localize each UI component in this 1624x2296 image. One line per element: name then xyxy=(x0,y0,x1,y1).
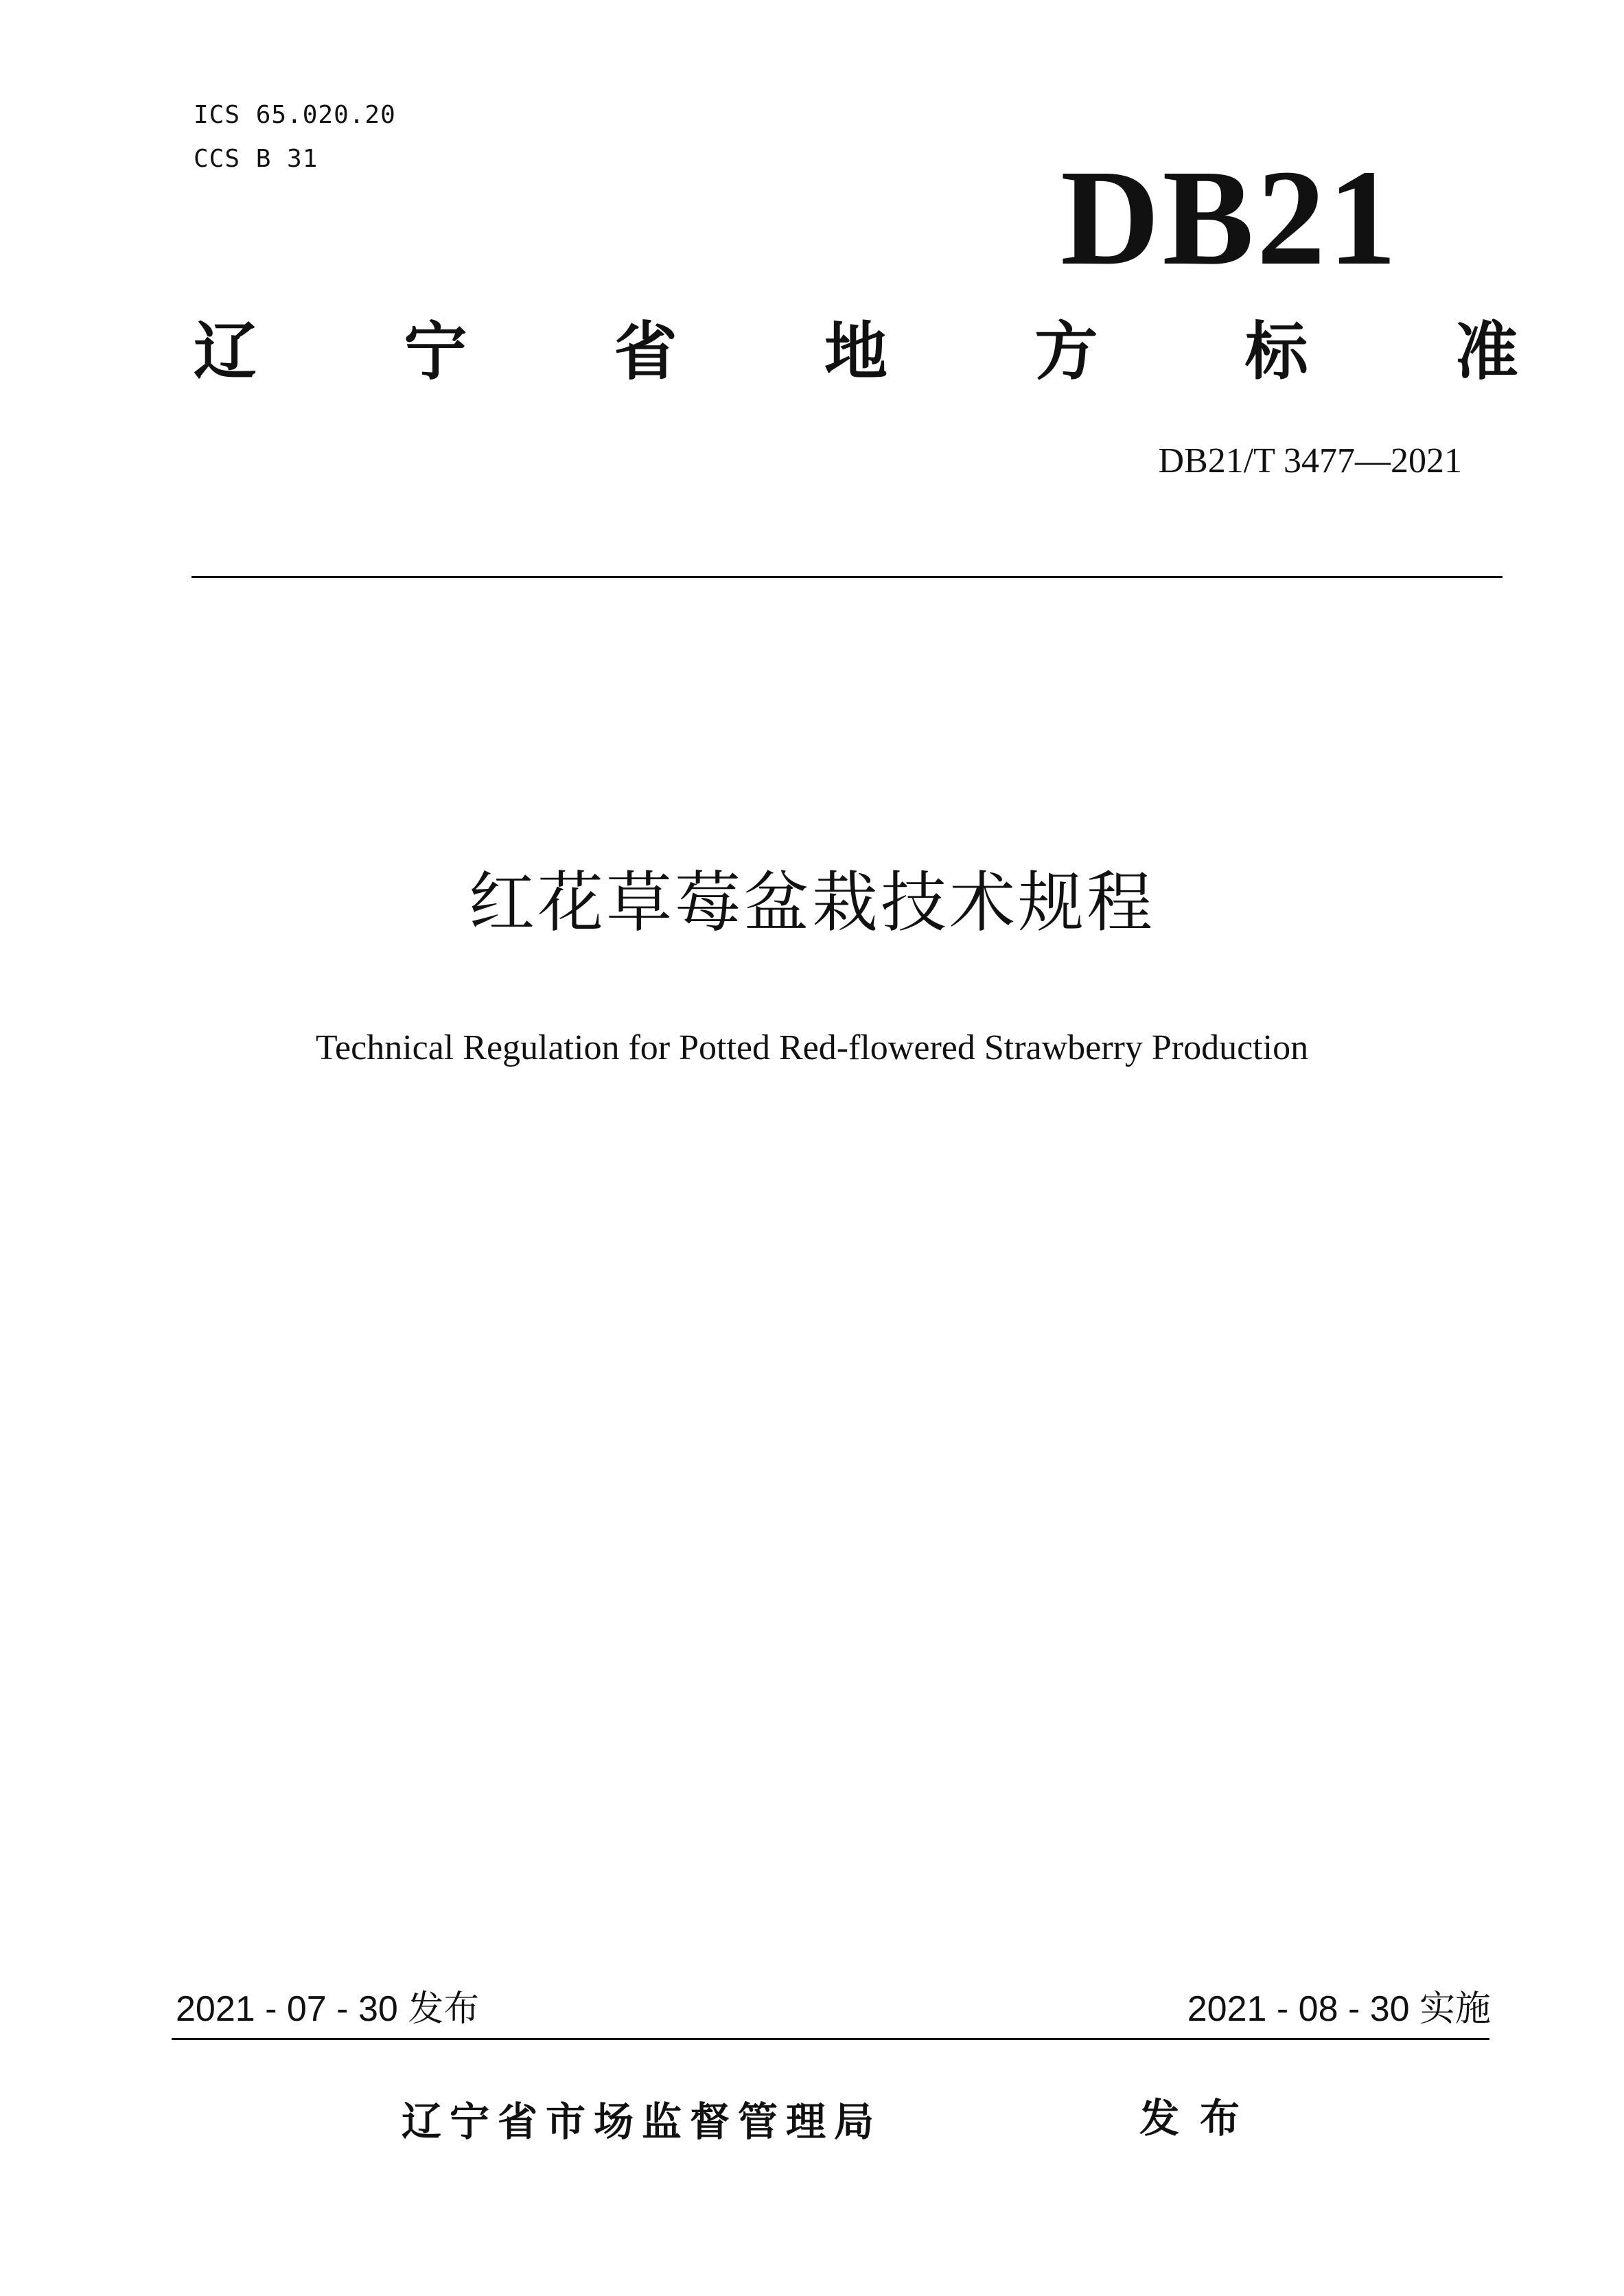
standard-type-char: 省 xyxy=(614,315,677,389)
standard-type-char: 方 xyxy=(1034,315,1098,389)
implementation-date: 2021 - 08 - 30 实施 xyxy=(1187,1989,1491,2029)
standard-type-title xyxy=(194,314,1518,390)
standard-type-char: 宁 xyxy=(404,315,467,389)
standard-type-char: 辽 xyxy=(194,315,257,389)
publish-date: 2021 - 07 - 30 发布 xyxy=(176,1989,480,2029)
top-divider xyxy=(192,576,1503,578)
bottom-divider xyxy=(172,2038,1489,2040)
ccs-code: CCS B 31 xyxy=(194,145,318,173)
publish-label: 发布 xyxy=(1139,2095,1261,2142)
standard-number: DB21/T 3477—2021 xyxy=(1158,441,1462,480)
db-standard-logo: DB21 xyxy=(1060,142,1400,294)
document-title-chinese: 红花草莓盆栽技术规程 xyxy=(469,864,1155,941)
ics-code: ICS 65.020.20 xyxy=(194,101,396,129)
standard-type-char: 地 xyxy=(824,315,888,389)
document-title-english: Technical Regulation for Potted Red-flowered Strawberry Production xyxy=(315,1028,1309,1067)
standard-type-char: 准 xyxy=(1454,315,1518,389)
publisher-name: 辽宁省市场监督管理局 xyxy=(402,2098,883,2145)
standard-type-char: 标 xyxy=(1244,315,1308,389)
